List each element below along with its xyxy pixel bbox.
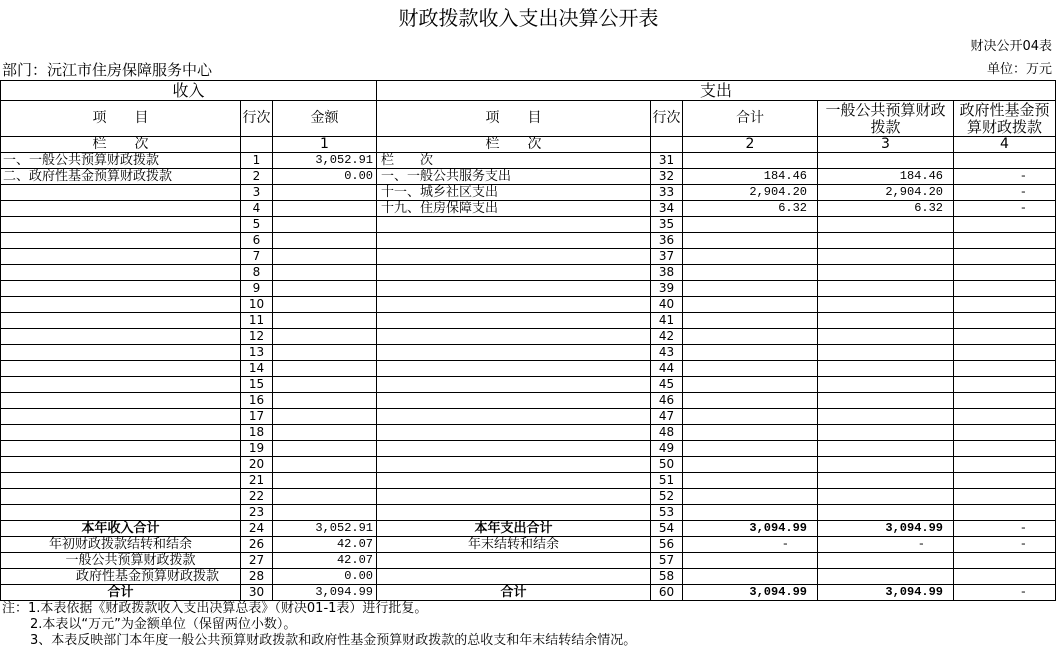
cell-income-line: 17 xyxy=(241,409,273,425)
cell-expense-item xyxy=(377,377,651,393)
cell-expense-general: 184.46 xyxy=(818,169,954,185)
cell-expense-line: 49 xyxy=(651,441,683,457)
cell-income-amount: 0.00 xyxy=(273,169,377,185)
cell-income-item xyxy=(1,425,241,441)
cell-expense-general: 3,094.99 xyxy=(818,585,954,601)
cell-income-amount xyxy=(273,185,377,201)
cell-income-amount xyxy=(273,377,377,393)
cell-expense-fund xyxy=(954,425,1056,441)
cell-expense-line: 35 xyxy=(651,217,683,233)
cell-expense-general xyxy=(818,345,954,361)
cell-income-item xyxy=(1,217,241,233)
cell-expense-general xyxy=(818,425,954,441)
cell-income-item xyxy=(1,377,241,393)
cell-income-amount: 42.07 xyxy=(273,537,377,553)
form-code: 财决公开04表 xyxy=(970,39,1052,54)
cell-income-line: 7 xyxy=(241,249,273,265)
cell-expense-item xyxy=(377,409,651,425)
cell-income-line: 16 xyxy=(241,393,273,409)
cell-expense-line: 42 xyxy=(651,329,683,345)
cell-expense-total xyxy=(683,313,818,329)
cell-expense-line: 37 xyxy=(651,249,683,265)
cell-expense-general: 2,904.20 xyxy=(818,185,954,201)
cell-expense-total xyxy=(683,153,818,169)
cell-income-amount xyxy=(273,313,377,329)
cell-expense-item xyxy=(377,281,651,297)
cell-expense-item xyxy=(377,345,651,361)
cell-expense-total xyxy=(683,409,818,425)
cell-income-line: 18 xyxy=(241,425,273,441)
cell-income-line: 26 xyxy=(241,537,273,553)
unit-label: 单位：万元 xyxy=(986,62,1052,77)
cell-expense-general xyxy=(818,473,954,489)
cell-expense-item xyxy=(377,505,651,521)
cell-expense-fund xyxy=(954,457,1056,473)
cell-expense-general xyxy=(818,265,954,281)
cell-expense-line: 46 xyxy=(651,393,683,409)
note-line: 2.本表以“万元”为金额单位（保留两位小数）。 xyxy=(30,617,297,632)
cell-income-item xyxy=(1,345,241,361)
empty-cell xyxy=(651,137,683,153)
cell-income-item xyxy=(1,441,241,457)
cell-expense-line: 47 xyxy=(651,409,683,425)
cell-expense-general xyxy=(818,217,954,233)
cell-income-item xyxy=(1,393,241,409)
fiscal-table xyxy=(0,80,1056,601)
cell-expense-general xyxy=(818,249,954,265)
cell-expense-line: 43 xyxy=(651,345,683,361)
cell-income-line: 22 xyxy=(241,489,273,505)
cell-expense-item xyxy=(377,233,651,249)
cell-income-item xyxy=(1,473,241,489)
cell-expense-total: 6.32 xyxy=(683,201,818,217)
cell-income-line: 21 xyxy=(241,473,273,489)
note-line: 注：1.本表依据《财政拨款收入支出决算总表》（财决01-1表）进行批复。 xyxy=(2,601,428,616)
header-expense-general-col: 3 xyxy=(818,137,954,153)
cell-income-item xyxy=(1,297,241,313)
cell-expense-fund: - xyxy=(954,521,1056,537)
cell-expense-line: 41 xyxy=(651,313,683,329)
cell-income-item xyxy=(1,457,241,473)
cell-expense-total xyxy=(683,249,818,265)
cell-income-amount xyxy=(273,457,377,473)
cell-income-item xyxy=(1,185,241,201)
cell-expense-general xyxy=(818,153,954,169)
cell-expense-total: 2,904.20 xyxy=(683,185,818,201)
cell-income-item: 年初财政拨款结转和结余 xyxy=(1,537,241,553)
cell-expense-general xyxy=(818,409,954,425)
cell-income-item: 合计 xyxy=(1,585,241,601)
cell-expense-fund xyxy=(954,313,1056,329)
cell-expense-total: 3,094.99 xyxy=(683,585,818,601)
cell-income-amount xyxy=(273,441,377,457)
cell-expense-line: 34 xyxy=(651,201,683,217)
header-income-item: 项 目 xyxy=(1,101,241,137)
cell-expense-item xyxy=(377,297,651,313)
cell-expense-item xyxy=(377,217,651,233)
cell-expense-general xyxy=(818,457,954,473)
cell-income-item: 本年收入合计 xyxy=(1,521,241,537)
cell-expense-fund xyxy=(954,265,1056,281)
cell-expense-total: 184.46 xyxy=(683,169,818,185)
cell-expense-total xyxy=(683,217,818,233)
header-expense-total: 合计 xyxy=(683,101,818,137)
cell-expense-fund xyxy=(954,409,1056,425)
department-label: 部门：沅江市住房保障服务中心 xyxy=(2,61,213,79)
report-title: 财政拨款收入支出决算公开表 xyxy=(398,6,659,30)
cell-expense-general xyxy=(818,505,954,521)
cell-expense-item xyxy=(377,489,651,505)
cell-income-item xyxy=(1,281,241,297)
cell-expense-general: 3,094.99 xyxy=(818,521,954,537)
cell-income-amount: 3,094.99 xyxy=(273,585,377,601)
cell-expense-line: 38 xyxy=(651,265,683,281)
header-expense-fund-col: 4 xyxy=(954,137,1056,153)
cell-expense-fund xyxy=(954,505,1056,521)
cell-expense-line: 57 xyxy=(651,553,683,569)
cell-expense-item xyxy=(377,265,651,281)
cell-income-line: 11 xyxy=(241,313,273,329)
cell-income-amount xyxy=(273,345,377,361)
cell-expense-line: 32 xyxy=(651,169,683,185)
cell-income-item xyxy=(1,361,241,377)
cell-expense-item xyxy=(377,313,651,329)
cell-expense-fund xyxy=(954,553,1056,569)
cell-income-amount: 3,052.91 xyxy=(273,521,377,537)
header-expense-general-label: 一般公共预算财政拨款 xyxy=(825,101,946,136)
cell-expense-item xyxy=(377,425,651,441)
cell-income-item xyxy=(1,249,241,265)
cell-income-amount xyxy=(273,281,377,297)
cell-expense-item xyxy=(377,393,651,409)
cell-expense-general: - xyxy=(818,537,954,553)
header-expense-fund-label: 政府性基金预算财政拨款 xyxy=(959,101,1050,136)
cell-income-item: 政府性基金预算财政拨款 xyxy=(1,569,241,585)
cell-expense-item xyxy=(377,329,651,345)
cell-expense-fund xyxy=(954,233,1056,249)
cell-expense-line: 50 xyxy=(651,457,683,473)
cell-income-line: 6 xyxy=(241,233,273,249)
cell-income-amount: 0.00 xyxy=(273,569,377,585)
cell-expense-general xyxy=(818,233,954,249)
cell-expense-line: 54 xyxy=(651,521,683,537)
cell-expense-general xyxy=(818,441,954,457)
cell-expense-item xyxy=(377,249,651,265)
cell-income-amount: 3,052.91 xyxy=(273,153,377,169)
cell-expense-general xyxy=(818,569,954,585)
cell-expense-total xyxy=(683,281,818,297)
cell-income-amount xyxy=(273,329,377,345)
cell-expense-item xyxy=(377,361,651,377)
cell-income-line: 27 xyxy=(241,553,273,569)
cell-expense-total xyxy=(683,377,818,393)
cell-expense-item xyxy=(377,457,651,473)
cell-expense-item: 本年支出合计 xyxy=(377,521,651,537)
cell-expense-total xyxy=(683,553,818,569)
cell-expense-fund xyxy=(954,393,1056,409)
cell-expense-line: 53 xyxy=(651,505,683,521)
cell-expense-line: 60 xyxy=(651,585,683,601)
cell-income-amount xyxy=(273,265,377,281)
cell-expense-fund xyxy=(954,377,1056,393)
cell-expense-total xyxy=(683,473,818,489)
cell-expense-general xyxy=(818,489,954,505)
cell-expense-total xyxy=(683,265,818,281)
header-expense-col-label: 栏 次 xyxy=(377,137,651,153)
header-expense-general xyxy=(818,101,954,137)
header-expense-fund xyxy=(954,101,1056,137)
cell-income-item xyxy=(1,233,241,249)
cell-expense-fund: - xyxy=(954,537,1056,553)
cell-expense-item: 十一、城乡社区支出 xyxy=(377,185,651,201)
cell-income-line: 12 xyxy=(241,329,273,345)
cell-expense-fund xyxy=(954,361,1056,377)
cell-income-line: 19 xyxy=(241,441,273,457)
cell-expense-fund: - xyxy=(954,585,1056,601)
cell-expense-fund xyxy=(954,489,1056,505)
cell-expense-total xyxy=(683,233,818,249)
cell-expense-item: 栏 次 xyxy=(377,153,651,169)
cell-income-line: 23 xyxy=(241,505,273,521)
header-income-group: 收入 xyxy=(1,81,377,101)
cell-income-line: 14 xyxy=(241,361,273,377)
cell-expense-item: 合计 xyxy=(377,585,651,601)
cell-expense-fund xyxy=(954,153,1056,169)
cell-expense-general xyxy=(818,297,954,313)
cell-income-line: 13 xyxy=(241,345,273,361)
cell-expense-fund: - xyxy=(954,185,1056,201)
cell-expense-fund xyxy=(954,473,1056,489)
cell-income-amount: 42.07 xyxy=(273,553,377,569)
cell-income-item xyxy=(1,489,241,505)
cell-expense-total xyxy=(683,345,818,361)
cell-expense-line: 44 xyxy=(651,361,683,377)
cell-income-line: 24 xyxy=(241,521,273,537)
note-line: 3、本表反映部门本年度一般公共预算财政拨款和政府性基金预算财政拨款的总收支和年末结转结余情况。 xyxy=(30,633,637,648)
header-income-amount-col: 1 xyxy=(273,137,377,153)
cell-expense-general xyxy=(818,377,954,393)
cell-expense-fund xyxy=(954,297,1056,313)
cell-expense-item: 年末结转和结余 xyxy=(377,537,651,553)
cell-expense-general xyxy=(818,329,954,345)
cell-expense-fund xyxy=(954,345,1056,361)
cell-income-amount xyxy=(273,233,377,249)
cell-expense-line: 31 xyxy=(651,153,683,169)
cell-expense-fund xyxy=(954,569,1056,585)
cell-income-amount xyxy=(273,393,377,409)
cell-expense-fund xyxy=(954,441,1056,457)
cell-income-amount xyxy=(273,425,377,441)
cell-income-line: 3 xyxy=(241,185,273,201)
cell-expense-fund xyxy=(954,281,1056,297)
cell-expense-item: 一、一般公共服务支出 xyxy=(377,169,651,185)
cell-income-item xyxy=(1,409,241,425)
cell-expense-general xyxy=(818,553,954,569)
cell-expense-general: 6.32 xyxy=(818,201,954,217)
cell-income-line: 5 xyxy=(241,217,273,233)
header-income-amount: 金额 xyxy=(273,101,377,137)
cell-expense-general xyxy=(818,313,954,329)
cell-income-item: 一般公共预算财政拨款 xyxy=(1,553,241,569)
cell-expense-item: 十九、住房保障支出 xyxy=(377,201,651,217)
cell-expense-fund: - xyxy=(954,169,1056,185)
cell-expense-general xyxy=(818,281,954,297)
cell-income-amount xyxy=(273,361,377,377)
cell-expense-item xyxy=(377,553,651,569)
cell-expense-line: 33 xyxy=(651,185,683,201)
cell-income-line: 8 xyxy=(241,265,273,281)
cell-expense-fund xyxy=(954,329,1056,345)
cell-expense-item xyxy=(377,473,651,489)
cell-income-amount xyxy=(273,505,377,521)
cell-expense-total: 3,094.99 xyxy=(683,521,818,537)
cell-income-item xyxy=(1,265,241,281)
cell-income-item xyxy=(1,329,241,345)
cell-income-amount xyxy=(273,249,377,265)
cell-expense-item xyxy=(377,441,651,457)
cell-expense-line: 56 xyxy=(651,537,683,553)
cell-income-line: 4 xyxy=(241,201,273,217)
cell-expense-fund xyxy=(954,249,1056,265)
cell-expense-total: - xyxy=(683,537,818,553)
cell-income-amount xyxy=(273,489,377,505)
cell-expense-line: 51 xyxy=(651,473,683,489)
cell-expense-total xyxy=(683,393,818,409)
cell-income-line: 20 xyxy=(241,457,273,473)
cell-expense-total xyxy=(683,457,818,473)
cell-expense-line: 48 xyxy=(651,425,683,441)
cell-income-line: 2 xyxy=(241,169,273,185)
cell-expense-general xyxy=(818,393,954,409)
cell-income-item xyxy=(1,505,241,521)
cell-expense-total xyxy=(683,297,818,313)
cell-income-item: 一、一般公共预算财政拨款 xyxy=(1,153,241,169)
cell-income-amount xyxy=(273,217,377,233)
cell-income-amount xyxy=(273,409,377,425)
cell-expense-total xyxy=(683,441,818,457)
cell-expense-line: 45 xyxy=(651,377,683,393)
cell-expense-total xyxy=(683,489,818,505)
cell-income-item: 二、政府性基金预算财政拨款 xyxy=(1,169,241,185)
cell-income-item xyxy=(1,201,241,217)
cell-expense-fund xyxy=(954,217,1056,233)
cell-income-line: 1 xyxy=(241,153,273,169)
cell-expense-line: 39 xyxy=(651,281,683,297)
cell-expense-line: 52 xyxy=(651,489,683,505)
header-expense-line: 行次 xyxy=(651,101,683,137)
notes xyxy=(0,601,1057,649)
cell-expense-total xyxy=(683,505,818,521)
cell-income-line: 15 xyxy=(241,377,273,393)
empty-cell xyxy=(241,137,273,153)
cell-expense-total xyxy=(683,361,818,377)
cell-income-line: 10 xyxy=(241,297,273,313)
cell-expense-line: 36 xyxy=(651,233,683,249)
header-expense-group: 支出 xyxy=(377,81,1056,101)
header-expense-item: 项 目 xyxy=(377,101,651,137)
cell-income-line: 28 xyxy=(241,569,273,585)
cell-income-amount xyxy=(273,473,377,489)
cell-expense-item xyxy=(377,569,651,585)
cell-expense-total xyxy=(683,425,818,441)
cell-expense-fund: - xyxy=(954,201,1056,217)
cell-expense-total xyxy=(683,329,818,345)
cell-expense-general xyxy=(818,361,954,377)
cell-expense-line: 58 xyxy=(651,569,683,585)
cell-income-amount xyxy=(273,297,377,313)
cell-income-item xyxy=(1,313,241,329)
cell-expense-line: 40 xyxy=(651,297,683,313)
cell-income-amount xyxy=(273,201,377,217)
cell-income-line: 9 xyxy=(241,281,273,297)
header-income-col-label: 栏 次 xyxy=(1,137,241,153)
header-income-line: 行次 xyxy=(241,101,273,137)
cell-expense-total xyxy=(683,569,818,585)
header-expense-total-col: 2 xyxy=(683,137,818,153)
cell-income-line: 30 xyxy=(241,585,273,601)
